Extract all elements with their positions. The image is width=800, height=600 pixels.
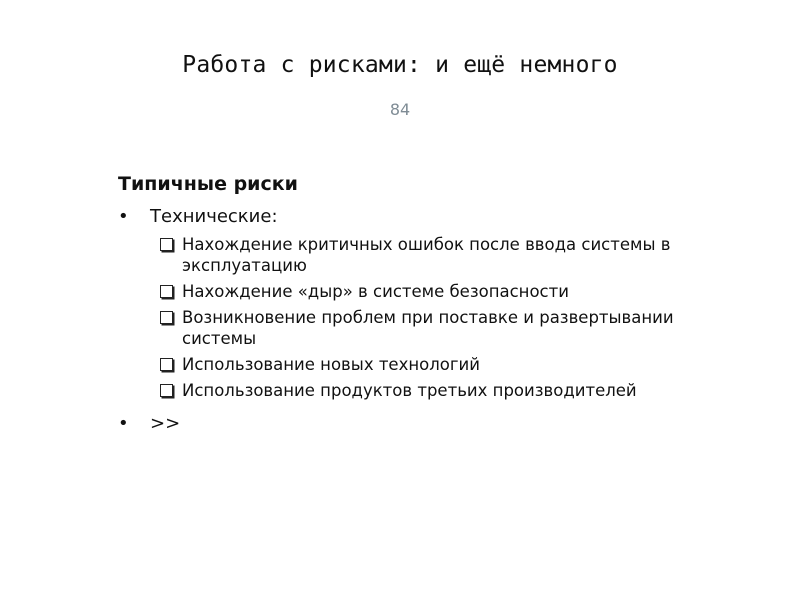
sub-list-item [118, 281, 742, 302]
bullet-icon: • [118, 413, 129, 434]
checkbox-square-icon [160, 238, 173, 251]
section-heading: Типичные риски [118, 173, 298, 195]
bullet-list [118, 204, 718, 437]
checkbox-square-icon [160, 358, 173, 371]
sub-item-text: Использование продуктов третьих производителей [182, 381, 637, 400]
checkbox-square-icon [160, 311, 173, 324]
page-number: 84 [389, 100, 411, 119]
sub-list-item [118, 234, 742, 276]
slide-content [118, 170, 718, 437]
slide-title: Работа с рисками: и ещё немного [182, 52, 618, 78]
bullet-item-more [118, 411, 718, 437]
sub-list-item [118, 354, 742, 375]
sub-item-text: Нахождение критичных ошибок после ввода системы в эксплуатацию [182, 235, 671, 275]
bullet-item-technical [118, 204, 718, 401]
sub-item-text: Использование новых технологий [182, 355, 480, 374]
sub-list [150, 234, 718, 401]
checkbox-square-icon [160, 384, 173, 397]
bullet-label: >> [150, 413, 181, 434]
sub-list-item [118, 380, 742, 401]
sub-item-text: Возникновение проблем при поставке и развертывании системы [182, 308, 674, 348]
sub-list-item [118, 307, 742, 349]
sub-item-text: Нахождение «дыр» в системе безопасности [182, 282, 569, 301]
bullet-icon: • [118, 206, 129, 227]
bullet-label: Технические: [150, 206, 278, 227]
checkbox-square-icon [160, 285, 173, 298]
